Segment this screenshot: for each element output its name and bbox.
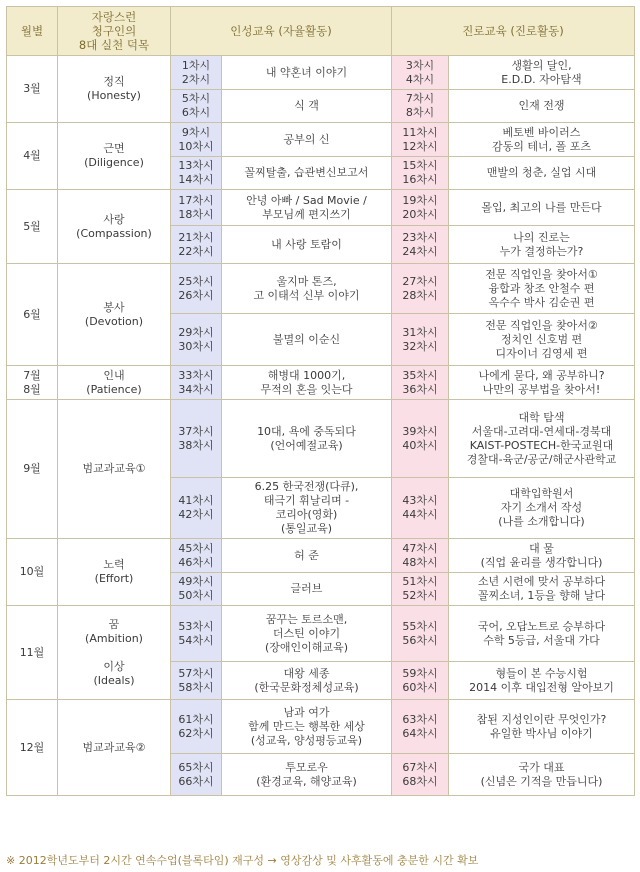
career-topic-cell	[449, 573, 635, 606]
character-sessions-cell	[171, 573, 222, 606]
character-topic-cell-line: 내 약혼녀 이야기	[265, 65, 348, 79]
month-cell-line: 9월	[23, 462, 41, 475]
month-cell-line: 7월	[23, 368, 41, 382]
career-topic-cell-line: 꼴찌소녀, 1등을 향해 날다	[477, 589, 606, 602]
month-cell	[7, 700, 58, 796]
career-sessions-cell-line: 60차시	[402, 680, 438, 694]
career-topic-cell	[449, 366, 635, 400]
character-sessions-cell-line: 18차시	[178, 207, 214, 221]
character-sessions-cell-line: 38차시	[178, 438, 214, 452]
career-sessions-cell	[392, 264, 449, 314]
career-sessions-cell-line: 47차시	[402, 541, 438, 555]
virtue-cell-line: (Effort)	[94, 572, 134, 585]
character-topic-cell	[222, 264, 392, 314]
character-topic-cell	[222, 478, 392, 539]
table-row	[7, 264, 635, 314]
career-sessions-cell-line: 35차시	[402, 368, 438, 382]
career-sessions-cell-line: 31차시	[402, 325, 438, 339]
career-topic-cell	[449, 56, 635, 90]
character-topic-cell	[222, 56, 392, 90]
career-topic-cell-line: 인재 전쟁	[518, 99, 565, 112]
character-sessions-cell	[171, 478, 222, 539]
career-sessions-cell-line: 43차시	[402, 494, 438, 507]
character-topic-cell-line: (언어예절교육)	[270, 438, 343, 452]
character-topic-cell-line: 꼴찌탈출, 습관변신보고서	[244, 166, 369, 179]
career-topic-cell	[449, 123, 635, 157]
virtue-cell-line: 범교과교육②	[82, 740, 146, 754]
character-topic-cell	[222, 573, 392, 606]
header-row	[7, 7, 635, 56]
month-cell	[7, 539, 58, 606]
career-topic-cell-line: 나의 진로는	[513, 230, 570, 244]
header-virtue: 자랑스런 청구인의 8대 실천 덕목	[58, 7, 171, 56]
character-sessions-cell-line: 10차시	[178, 139, 214, 153]
character-topic-cell-line: 허 준	[294, 548, 319, 562]
career-sessions-cell	[392, 314, 449, 366]
table-row	[7, 56, 635, 90]
month-cell-line: 6월	[23, 307, 41, 321]
character-sessions-cell	[171, 56, 222, 90]
career-topic-cell-line: 경찰대-육군/공군/해군사관학교	[466, 452, 617, 466]
header-career-education: 진로교육 (진로활동)	[392, 7, 635, 56]
career-sessions-cell	[392, 478, 449, 539]
virtue-cell-line: (Ideals)	[93, 673, 135, 687]
career-topic-cell-line: 자기 소개서 작성	[500, 501, 583, 514]
character-topic-cell-line: 고 이태석 신부 이야기	[253, 288, 360, 302]
virtue-cell-line: 인내	[103, 368, 125, 382]
career-sessions-cell-line: 23차시	[402, 230, 438, 244]
career-sessions-cell	[392, 539, 449, 573]
career-sessions-cell	[392, 754, 449, 796]
career-topic-cell	[449, 90, 635, 123]
virtue-cell-line: (Diligence)	[84, 156, 144, 169]
character-topic-cell-line: 부모님께 편지쓰기	[262, 207, 351, 221]
career-topic-cell-line: 누가 결정하는가?	[499, 244, 584, 258]
character-sessions-cell-line: 49차시	[178, 575, 214, 588]
career-topic-cell-line: 국어, 오답노트로 승부하다	[477, 619, 606, 633]
character-sessions-cell-line: 34차시	[178, 382, 214, 396]
character-sessions-cell-line: 33차시	[178, 368, 214, 382]
curriculum-table	[6, 6, 635, 796]
month-cell-line: 10월	[19, 565, 45, 578]
career-topic-cell-line: 소년 시련에 맞서 공부하다	[477, 575, 606, 588]
career-topic-cell-line: 참된 지성인이란 무엇인가?	[476, 712, 607, 726]
career-topic-cell	[449, 606, 635, 662]
character-topic-cell	[222, 123, 392, 157]
virtue-cell-line: 봉사	[103, 300, 125, 314]
character-sessions-cell	[171, 190, 222, 226]
character-topic-cell	[222, 314, 392, 366]
character-topic-cell	[222, 400, 392, 478]
character-sessions-cell-line: 41차시	[178, 494, 214, 507]
virtue-cell	[58, 190, 171, 264]
virtue-cell-line: 노력	[103, 558, 125, 571]
month-cell	[7, 400, 58, 539]
virtue-cell	[58, 56, 171, 123]
character-topic-cell	[222, 157, 392, 190]
character-sessions-cell-line: 6차시	[181, 106, 211, 119]
virtue-cell-line: (Ambition)	[85, 631, 143, 645]
table-row	[7, 606, 635, 662]
career-sessions-cell-line: 32차시	[402, 339, 438, 353]
career-sessions-cell-line: 11차시	[402, 125, 438, 139]
character-topic-cell-line: 함께 만드는 행복한 세상	[248, 719, 365, 733]
character-sessions-cell-line: 5차시	[181, 92, 211, 105]
character-sessions-cell-line: 30차시	[178, 339, 214, 353]
career-topic-cell-line: 전문 직업인을 찾아서②	[485, 318, 598, 332]
career-sessions-cell-line: 64차시	[402, 726, 438, 740]
character-topic-cell-line: 무적의 혼을 잇는다	[260, 382, 353, 396]
table-row	[7, 700, 635, 754]
career-sessions-cell-line: 3차시	[405, 58, 435, 72]
character-sessions-cell-line: 2차시	[181, 72, 211, 86]
career-sessions-cell-line: 16차시	[402, 173, 438, 186]
character-sessions-cell-line: 21차시	[178, 230, 214, 244]
career-topic-cell-line: 융합과 창조 안철수 편	[488, 281, 595, 295]
career-topic-cell-line: (나를 소개합니다)	[498, 515, 585, 528]
career-sessions-cell-line: 15차시	[402, 159, 438, 172]
character-sessions-cell-line: 50차시	[178, 589, 214, 602]
character-topic-cell-line: 울지마 톤즈,	[276, 274, 337, 288]
virtue-cell-line: 이상	[103, 659, 125, 673]
character-topic-cell-line: 투모로우	[285, 760, 328, 774]
character-topic-cell	[222, 539, 392, 573]
career-sessions-cell	[392, 123, 449, 157]
character-sessions-cell-line: 62차시	[178, 726, 214, 740]
character-topic-cell	[222, 754, 392, 796]
character-topic-cell	[222, 366, 392, 400]
career-sessions-cell-line: 63차시	[402, 712, 438, 726]
career-topic-cell-line: 옥수수 박사 김순권 편	[488, 295, 595, 309]
character-sessions-cell-line: 66차시	[178, 774, 214, 788]
career-topic-cell	[449, 754, 635, 796]
career-topic-cell	[449, 662, 635, 700]
career-sessions-cell-line: 67차시	[402, 760, 438, 774]
month-cell	[7, 606, 58, 700]
career-topic-cell-line: KAIST-POSTECH-한국교원대	[469, 438, 614, 452]
virtue-cell-line: 사랑	[103, 212, 125, 226]
virtue-cell-line: 근면	[103, 142, 125, 155]
career-sessions-cell-line: 36차시	[402, 382, 438, 396]
career-sessions-cell-line: 27차시	[402, 274, 438, 288]
character-topic-cell-line: 남과 여가	[283, 705, 330, 719]
character-sessions-cell-line: 14차시	[178, 173, 214, 186]
table-row	[7, 400, 635, 478]
month-cell	[7, 366, 58, 400]
curriculum-table-container	[6, 6, 634, 796]
month-cell-line: 3월	[23, 82, 41, 95]
header-month: 월별	[7, 7, 58, 56]
career-topic-cell-line: 수학 5등급, 서울대 가다	[483, 633, 600, 647]
table-row	[7, 123, 635, 157]
virtue-cell	[58, 264, 171, 366]
virtue-cell-line: (Devotion)	[84, 314, 144, 328]
character-sessions-cell-line: 26차시	[178, 288, 214, 302]
virtue-cell	[58, 539, 171, 606]
character-topic-cell-line: (성교육, 양성평등교육)	[250, 733, 363, 747]
character-topic-cell-line: (통일교육)	[280, 522, 333, 535]
character-sessions-cell-line: 1차시	[181, 58, 211, 72]
month-cell-line: 11월	[19, 645, 45, 659]
character-sessions-cell-line: 54차시	[178, 633, 214, 647]
virtue-cell	[58, 123, 171, 190]
character-topic-cell-line: 태극기 휘날리며 -	[263, 494, 350, 507]
table-row	[7, 366, 635, 400]
character-sessions-cell-line: 25차시	[178, 274, 214, 288]
month-cell	[7, 190, 58, 264]
virtue-cell	[58, 606, 171, 700]
virtue-cell	[58, 366, 171, 400]
career-topic-cell-line: 2014 이후 대입전형 알아보기	[469, 680, 614, 694]
character-sessions-cell-line: 37차시	[178, 424, 214, 438]
career-topic-cell-line: (직업 윤리를 생각합니다)	[480, 555, 603, 569]
character-sessions-cell-line: 53차시	[178, 619, 214, 633]
character-topic-cell	[222, 700, 392, 754]
career-sessions-cell	[392, 56, 449, 90]
footnote: ※ 2012학년도부터 2시간 연속수업(블록타임) 재구성 → 영상감상 및 사후활동에 충분한 시간 확보	[6, 854, 479, 867]
character-sessions-cell-line: 58차시	[178, 680, 214, 694]
character-topic-cell-line: 공부의 신	[283, 132, 330, 146]
career-topic-cell-line: 정치인 신호범 편	[500, 332, 583, 346]
character-sessions-cell	[171, 400, 222, 478]
career-topic-cell	[449, 264, 635, 314]
character-topic-cell-line: 식 객	[294, 99, 319, 112]
virtue-cell-line: 범교과교육①	[82, 462, 146, 475]
month-cell	[7, 264, 58, 366]
character-sessions-cell	[171, 314, 222, 366]
character-sessions-cell-line: 22차시	[178, 244, 214, 258]
career-topic-cell	[449, 478, 635, 539]
career-sessions-cell-line: 4차시	[405, 72, 435, 86]
character-sessions-cell	[171, 539, 222, 573]
virtue-cell-line: 꿈	[108, 617, 120, 631]
career-topic-cell-line: 전문 직업인을 찾아서①	[485, 267, 598, 281]
career-sessions-cell	[392, 662, 449, 700]
character-topic-cell-line: (환경교육, 해양교육)	[256, 774, 357, 788]
career-sessions-cell-line: 39차시	[402, 424, 438, 438]
character-sessions-cell	[171, 123, 222, 157]
career-sessions-cell-line: 8차시	[405, 106, 435, 119]
month-cell	[7, 56, 58, 123]
character-topic-cell-line: 불멸의 이순신	[272, 332, 341, 346]
career-topic-cell	[449, 700, 635, 754]
table-row	[7, 539, 635, 573]
character-sessions-cell	[171, 366, 222, 400]
character-sessions-cell-line: 42차시	[178, 508, 214, 521]
character-sessions-cell-line: 9차시	[181, 125, 211, 139]
month-cell-line: 4월	[23, 149, 41, 162]
character-sessions-cell-line: 61차시	[178, 712, 214, 726]
career-sessions-cell-line: 20차시	[402, 207, 438, 221]
career-sessions-cell-line: 52차시	[402, 589, 438, 602]
career-sessions-cell-line: 68차시	[402, 774, 438, 788]
career-topic-cell	[449, 190, 635, 226]
virtue-cell-line: 정직	[103, 75, 125, 88]
career-topic-cell-line: (신념은 기적을 만듭니다)	[480, 774, 603, 788]
character-topic-cell-line: 안녕 아빠 / Sad Movie /	[246, 193, 367, 207]
career-topic-cell	[449, 400, 635, 478]
career-topic-cell-line: 생활의 달인,	[511, 58, 572, 72]
career-topic-cell-line: 서울대-고려대-연세대-경북대	[471, 424, 612, 438]
career-topic-cell	[449, 539, 635, 573]
character-sessions-cell-line: 65차시	[178, 760, 214, 774]
career-sessions-cell-line: 51차시	[402, 575, 438, 588]
virtue-cell-line: (Patience)	[86, 382, 142, 396]
character-sessions-cell-line: 46차시	[178, 555, 214, 569]
character-sessions-cell-line: 29차시	[178, 325, 214, 339]
career-topic-cell-line: 베토벤 바이러스	[502, 125, 581, 139]
character-topic-cell-line: 10대, 욕에 중독되다	[257, 424, 356, 438]
character-sessions-cell	[171, 754, 222, 796]
virtue-cell	[58, 400, 171, 539]
virtue-cell-line	[62, 646, 166, 660]
month-cell	[7, 123, 58, 190]
career-topic-cell-line: 몰입, 최고의 나를 만든다	[481, 200, 602, 214]
career-topic-cell-line: 디자이너 김영세 편	[495, 346, 588, 360]
career-sessions-cell	[392, 190, 449, 226]
table-row	[7, 190, 635, 226]
character-topic-cell-line: (한국문화정체성교육)	[254, 680, 359, 694]
career-sessions-cell	[392, 157, 449, 190]
career-sessions-cell	[392, 573, 449, 606]
character-topic-cell-line: 내 사랑 토람이	[271, 237, 342, 251]
character-sessions-cell	[171, 662, 222, 700]
character-topic-cell-line: 대왕 세종	[283, 666, 330, 680]
character-sessions-cell-line: 13차시	[178, 159, 214, 172]
character-topic-cell-line: 글러브	[290, 582, 323, 595]
month-cell-line: 8월	[23, 382, 41, 396]
career-sessions-cell	[392, 700, 449, 754]
virtue-cell-line: (Honesty)	[87, 89, 141, 102]
career-sessions-cell-line: 24차시	[402, 244, 438, 258]
character-sessions-cell	[171, 700, 222, 754]
character-sessions-cell	[171, 264, 222, 314]
career-topic-cell-line: 나만의 공부법을 찾아서!	[482, 382, 601, 396]
career-topic-cell	[449, 314, 635, 366]
character-sessions-cell-line: 45차시	[178, 541, 214, 555]
character-sessions-cell	[171, 157, 222, 190]
character-sessions-cell-line: 57차시	[178, 666, 214, 680]
character-topic-cell-line: 코리아(영화)	[275, 508, 338, 521]
career-topic-cell	[449, 157, 635, 190]
character-topic-cell-line: 꿈꾸는 토르소맨,	[265, 612, 348, 626]
career-sessions-cell	[392, 226, 449, 264]
character-topic-cell	[222, 190, 392, 226]
character-topic-cell	[222, 90, 392, 123]
career-topic-cell-line: 형들이 본 수능시험	[495, 666, 588, 680]
header-character-education: 인성교육 (자율활동)	[171, 7, 392, 56]
character-topic-cell-line: 더스틴 이야기	[272, 626, 341, 640]
career-sessions-cell-line: 7차시	[405, 92, 435, 105]
career-topic-cell-line: 국가 대표	[518, 760, 565, 774]
career-sessions-cell-line: 19차시	[402, 193, 438, 207]
career-sessions-cell	[392, 90, 449, 123]
career-sessions-cell-line: 44차시	[402, 508, 438, 521]
character-topic-cell	[222, 606, 392, 662]
character-sessions-cell	[171, 226, 222, 264]
career-topic-cell-line: 대 물	[529, 541, 554, 555]
career-sessions-cell-line: 28차시	[402, 288, 438, 302]
character-topic-cell	[222, 226, 392, 264]
career-topic-cell-line: 유일한 박사님 이야기	[490, 726, 593, 740]
career-sessions-cell-line: 56차시	[402, 633, 438, 647]
character-topic-cell-line: (장애인이해교육)	[265, 640, 348, 654]
career-sessions-cell	[392, 606, 449, 662]
career-sessions-cell-line: 48차시	[402, 555, 438, 569]
career-topic-cell-line: 대학입학원서	[509, 487, 574, 500]
character-topic-cell-line: 해병대 1000기,	[267, 368, 346, 382]
career-sessions-cell-line: 55차시	[402, 619, 438, 633]
character-topic-cell-line: 6.25 한국전쟁(다큐),	[254, 480, 359, 493]
career-sessions-cell-line: 40차시	[402, 438, 438, 452]
career-topic-cell-line: 감동의 테너, 폴 포츠	[492, 139, 591, 153]
month-cell-line: 12월	[19, 740, 45, 754]
career-sessions-cell-line: 59차시	[402, 666, 438, 680]
career-topic-cell-line: E.D.D. 자아탐색	[501, 72, 582, 86]
virtue-cell	[58, 700, 171, 796]
career-sessions-cell	[392, 400, 449, 478]
virtue-cell-line: (Compassion)	[76, 226, 152, 240]
character-sessions-cell-line: 17차시	[178, 193, 214, 207]
character-topic-cell	[222, 662, 392, 700]
career-topic-cell-line: 대학 탐색	[518, 410, 565, 424]
career-topic-cell-line: 나에게 묻다, 왜 공부하니?	[478, 368, 605, 382]
career-topic-cell	[449, 226, 635, 264]
career-sessions-cell	[392, 366, 449, 400]
month-cell-line: 5월	[23, 219, 41, 233]
character-sessions-cell	[171, 90, 222, 123]
character-sessions-cell	[171, 606, 222, 662]
career-topic-cell-line: 맨발의 청춘, 실업 시대	[486, 166, 597, 179]
career-sessions-cell-line: 12차시	[402, 139, 438, 153]
